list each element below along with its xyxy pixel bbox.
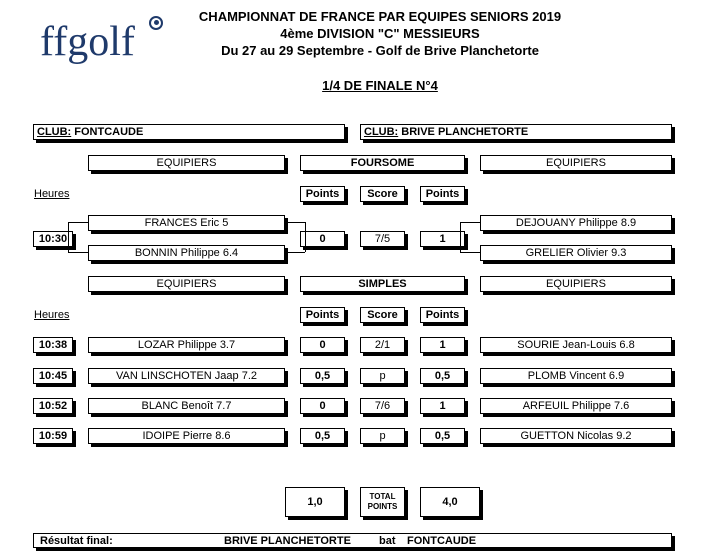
foursome-time: 10:30 <box>33 231 73 247</box>
foursome-score: 7/5 <box>360 231 405 247</box>
foursome-right-player-1: DEJOUANY Philippe 8.9 <box>480 215 672 231</box>
simples-equipiers-left: EQUIPIERS <box>88 276 285 292</box>
foursome-equipiers-right: EQUIPIERS <box>480 155 672 171</box>
simple-left-player: VAN LINSCHOTEN Jaap 7.2 <box>88 368 285 384</box>
foursome-right-player-2: GRELIER Olivier 9.3 <box>480 245 672 261</box>
simple-score: p <box>360 368 405 384</box>
simple-left-player: LOZAR Philippe 3.7 <box>88 337 285 353</box>
result-winner: BRIVE PLANCHETORTE <box>224 535 351 547</box>
result-loser: FONTCAUDE <box>407 535 477 547</box>
simple-points-left: 0,5 <box>300 368 345 384</box>
simple-points-right: 1 <box>420 398 465 414</box>
simple-right-player: ARFEUIL Philippe 7.6 <box>480 398 672 414</box>
dates-venue: Du 27 au 29 Septembre - Golf de Brive Planchetorte <box>221 43 539 58</box>
bracket-line <box>68 252 88 253</box>
simples-equipiers-right: EQUIPIERS <box>480 276 672 292</box>
foursome-points-left: 0 <box>300 231 345 247</box>
division-title: 4ème DIVISION "C" MESSIEURS <box>280 26 480 41</box>
foursome-equipiers-left: EQUIPIERS <box>88 155 285 171</box>
foursome-points-left-label: Points <box>300 186 345 202</box>
page-subtitle: 1/4 DE FINALE N°4 <box>322 78 438 93</box>
bracket-line <box>285 252 305 253</box>
simple-time: 10:52 <box>33 398 73 414</box>
simple-score: p <box>360 428 405 444</box>
foursome-left-player-1: FRANCES Eric 5 <box>88 215 285 231</box>
simple-time: 10:38 <box>33 337 73 353</box>
final-result-bar <box>33 533 672 548</box>
championship-title: CHAMPIONNAT DE FRANCE PAR EQUIPES SENIORS 2019 <box>198 9 562 24</box>
bracket-line <box>460 222 480 223</box>
foursome-score-label: Score <box>360 186 405 202</box>
total-label <box>360 487 405 517</box>
simple-score: 7/6 <box>360 398 405 414</box>
club-left-label: CLUB: <box>37 126 72 138</box>
simple-points-right: 0,5 <box>420 368 465 384</box>
foursome-points-right: 1 <box>420 231 465 247</box>
club-right-name: BRIVE PLANCHETORTE <box>401 126 529 138</box>
total-label-line2: POINTS <box>367 502 398 511</box>
simples-points-right-label: Points <box>420 307 465 323</box>
bracket-line <box>68 222 88 223</box>
total-left: 1,0 <box>285 487 345 517</box>
foursome-left-player-2: BONNIN Philippe 6.4 <box>88 245 285 261</box>
club-right-box <box>360 124 672 140</box>
foursome-points-right-label: Points <box>420 186 465 202</box>
simple-points-left: 0 <box>300 337 345 353</box>
simple-points-right: 1 <box>420 337 465 353</box>
simple-left-player: IDOIPE Pierre 8.6 <box>88 428 285 444</box>
simples-points-left-label: Points <box>300 307 345 323</box>
simples-heures-label: Heures <box>34 309 70 321</box>
simple-points-right: 0,5 <box>420 428 465 444</box>
simple-points-left: 0 <box>300 398 345 414</box>
bracket-line <box>285 222 305 223</box>
simple-right-player: SOURIE Jean-Louis 6.8 <box>480 337 672 353</box>
simple-score: 2/1 <box>360 337 405 353</box>
simple-points-left: 0,5 <box>300 428 345 444</box>
simples-title: SIMPLES <box>300 276 465 292</box>
simple-left-player: BLANC Benoît 7.7 <box>88 398 285 414</box>
simple-right-player: GUETTON Nicolas 9.2 <box>480 428 672 444</box>
simples-score-label: Score <box>360 307 405 323</box>
result-verb: bat <box>379 535 396 547</box>
result-label: Résultat final: <box>40 535 113 547</box>
club-left-box <box>33 124 345 140</box>
simple-right-player: PLOMB Vincent 6.9 <box>480 368 672 384</box>
bracket-line <box>460 252 480 253</box>
club-right-label: CLUB: <box>364 126 399 138</box>
club-left-name: FONTCAUDE <box>74 126 144 138</box>
foursome-title: FOURSOME <box>300 155 465 171</box>
foursome-heures-label: Heures <box>34 188 70 200</box>
total-label-line1: TOTAL <box>369 492 396 501</box>
simple-time: 10:45 <box>33 368 73 384</box>
ffgolf-logo: ffgolf <box>40 19 135 65</box>
total-right: 4,0 <box>420 487 480 517</box>
simple-time: 10:59 <box>33 428 73 444</box>
